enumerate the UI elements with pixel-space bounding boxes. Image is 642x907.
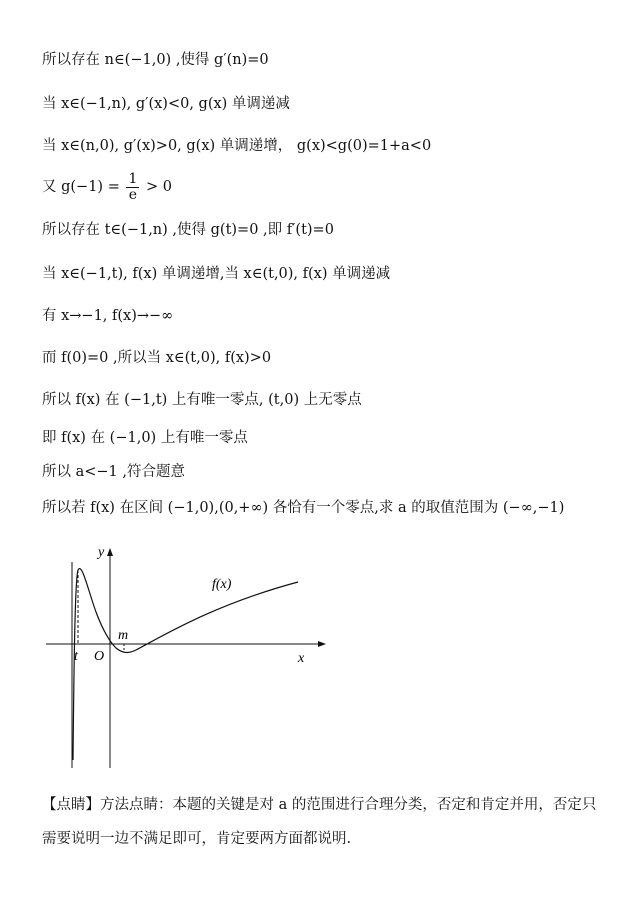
fraction-1-over-e xyxy=(126,172,139,203)
y-axis-label: y xyxy=(98,545,105,560)
text-line-2: 当 x∈(−1,n), g′(x)<0, g(x) 单调递减 xyxy=(42,96,290,112)
text-line-8: 而 f(0)=0 ,所以当 x∈(t,0), f(x)>0 xyxy=(42,350,272,366)
text-line-9: 所以 f(x) 在 (−1,t) 上有唯一零点, (t,0) 上无零点 xyxy=(42,392,362,408)
x-axis-arrow xyxy=(318,641,326,647)
text-line-4-suffix: > 0 xyxy=(141,179,172,195)
text-line-10: 即 f(x) 在 (−1,0) 上有唯一零点 xyxy=(42,430,248,446)
fraction-numerator: 1 xyxy=(128,170,138,187)
text-line-4 xyxy=(42,170,172,204)
text-line-5: 所以存在 t∈(−1,n) ,使得 g(t)=0 ,即 f′(t)=0 xyxy=(42,222,334,238)
y-axis-arrow xyxy=(107,548,113,556)
text-line-7: 有 x→−1, f(x)→−∞ xyxy=(42,308,174,324)
m-label: m xyxy=(118,628,129,643)
fraction-denominator: e xyxy=(128,186,138,203)
text-line-6: 当 x∈(−1,t), f(x) 单调递增,当 x∈(t,0), f(x) 单调递减 xyxy=(42,266,391,282)
curve-fx xyxy=(73,569,298,760)
curve-label: f(x) xyxy=(212,577,232,592)
text-line-4-prefix: 又 g(−1) = xyxy=(42,179,125,195)
function-graph xyxy=(36,540,336,770)
key-point-note: 【点睛】方法点睛：本题的关键是对 a 的范围进行合理分类，否定和肯定并用，否定只需要说明一边不满足即可，肯定要两方面都说明. xyxy=(42,797,597,847)
x-axis-label: x xyxy=(298,651,305,666)
text-line-11: 所以 a<−1 ,符合题意 xyxy=(42,464,185,480)
text-line-1: 所以存在 n∈(−1,0) ,使得 g′(n)=0 xyxy=(42,52,269,68)
t-label: t xyxy=(74,649,78,664)
text-line-3: 当 x∈(n,0), g′(x)>0, g(x) 单调递增， g(x)<g(0)=1+a<0 xyxy=(42,138,432,154)
text-line-12: 所以若 f(x) 在区间 (−1,0),(0,+∞) 各恰有一个零点,求 a 的取值范围为 (−∞,−1) xyxy=(42,500,565,516)
origin-label: O xyxy=(94,649,105,664)
